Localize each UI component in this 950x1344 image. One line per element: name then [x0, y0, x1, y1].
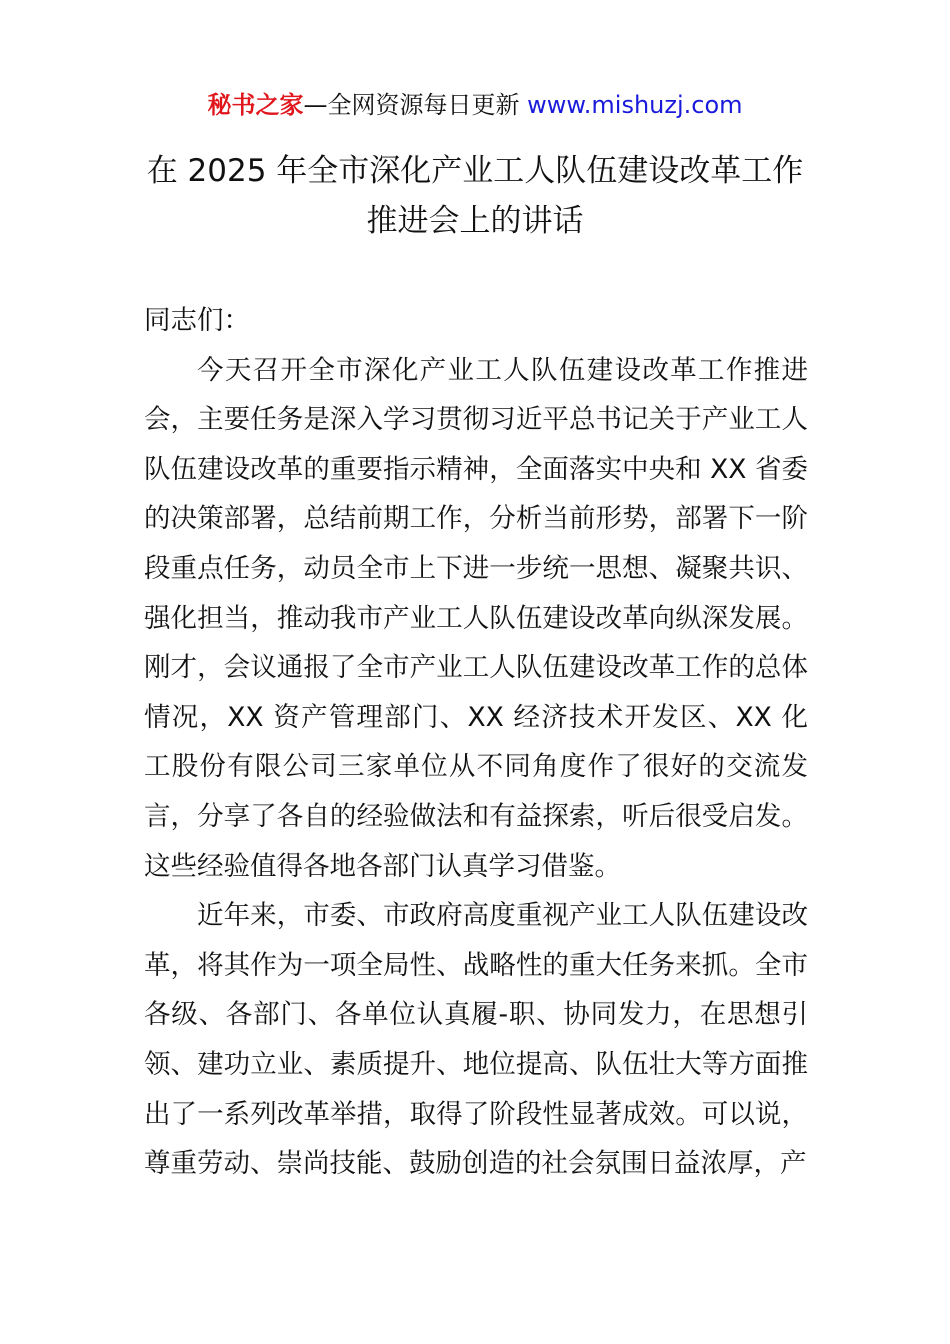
paragraph-2: 近年来，市委、市政府高度重视产业工人队伍建设改革，将其作为一项全局性、战略性的重大任务来抓。全市各级、各部门、各单位认真履-职、协同发力，在思想引领、建功立业、素质提升、地位提高、队伍壮大等方面推出了一系列改革举措，取得了阶段性显著成效。可以说，尊重劳动、崇尚技能、鼓励创造的社会氛围日益浓厚，产 — [144, 900, 808, 1180]
site-header — [0, 88, 950, 122]
title-line-1: 在 2025 年全市深化产业工人队伍建设改革工作 — [146, 153, 804, 189]
greeting: 同志们： — [144, 305, 250, 336]
title-line-2: 推进会上的讲话 — [366, 203, 584, 239]
document-title — [0, 146, 950, 246]
brand-name: 秘书之家 — [207, 91, 304, 119]
site-url-link[interactable]: www.mishuzj.com — [527, 91, 743, 119]
paragraph-1: 今天召开全市深化产业工人队伍建设改革工作推进会，主要任务是深入学习贯彻习近平总书记关于产业工人队伍建设改革的重要指示精神，全面落实中央和 XX 省委的决策部署，总结前期工作，分析当前形势，部署下一阶段重点任务，动员全市上下进一步统一思想、凝聚共识、强化担当，推动我市产业工人队伍建设改革向纵深发展。刚才，会议通报了全市产业工人队伍建设改革工作的总体情况，XX 资产管理部门、XX 经济技术开发区、XX 化工股份有限公司三家单位从不同角度作了很好的交流发言，分享了各自的经验做法和有益探索，听后很受启发。这些经验值得各地各部门认真学习借鉴。 — [144, 354, 808, 882]
document-body — [144, 296, 808, 1189]
header-tagline: —全网资源每日更新 — [303, 91, 520, 119]
